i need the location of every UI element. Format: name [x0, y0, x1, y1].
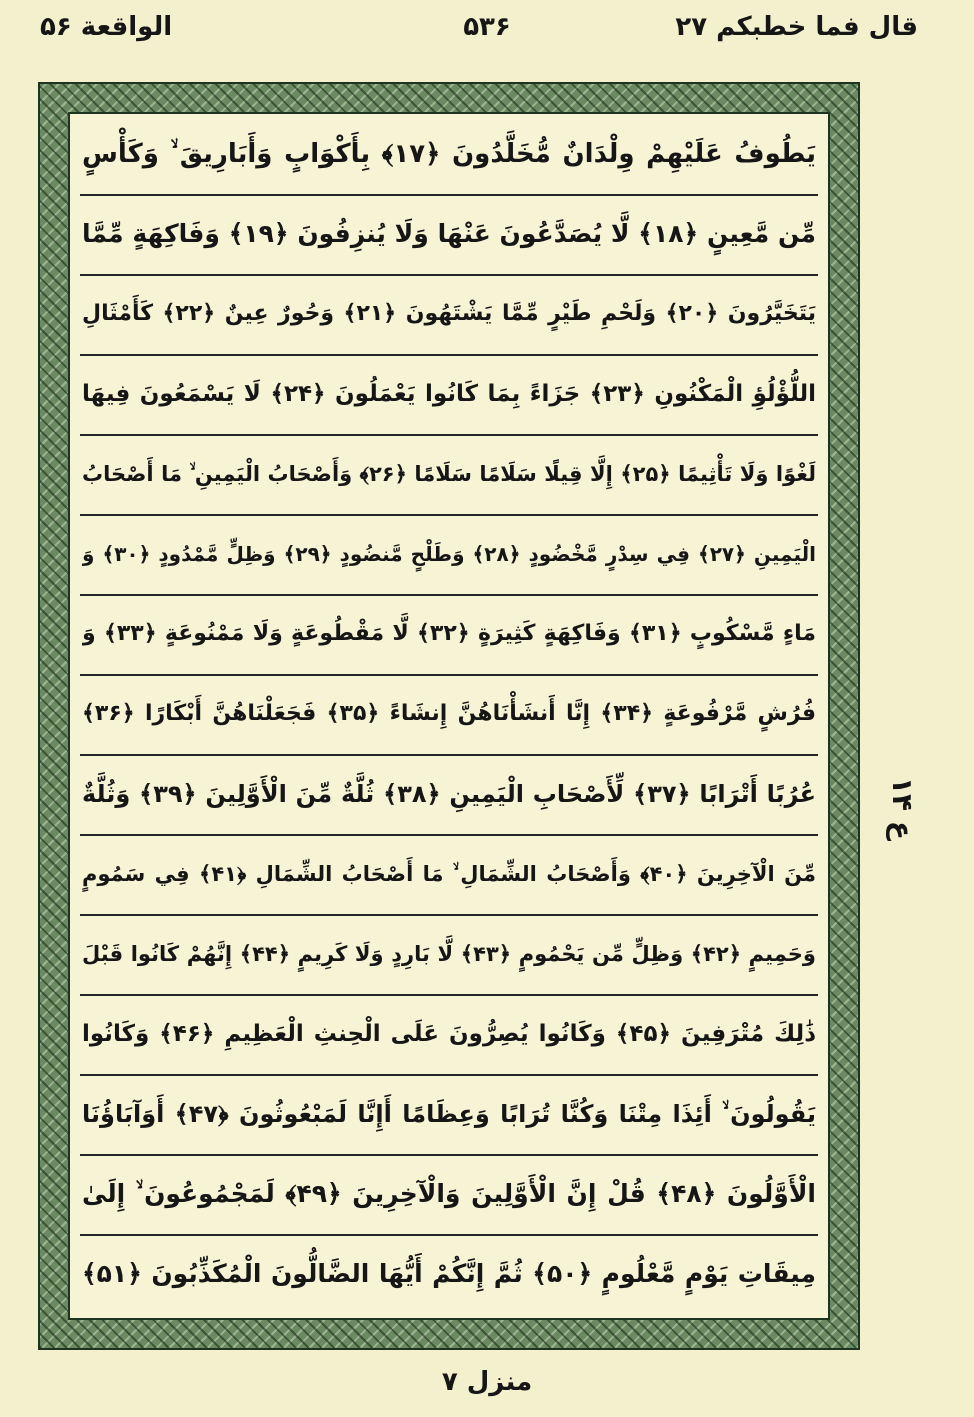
verse-line-7: مَاءٍ مَّسْكُوبٍ ﴿۳۱﴾ وَفَاكِهَةٍ كَثِيرَةٍ ﴿۳۲﴾ لَّا مَقْطُوعَةٍ وَلَا مَمْنُوعَةٍ ﴿۳۳﴾ وَ — [82, 621, 816, 646]
verse-line-6: الْيَمِينِ ﴿۲۷﴾ فِي سِدْرٍ مَّخْضُودٍ ﴿۲۸﴾ وَطَلْحٍ مَّنضُودٍ ﴿۲۹﴾ وَظِلٍّ مَّمْدُودٍ ﴿۳۰﴾ وَ — [82, 542, 816, 566]
verse-line-13: يَقُولُونَ ۙ أَئِذَا مِتْنَا وَكُنَّا تُرَابًا وَعِظَامًا أَإِنَّا لَمَبْعُوثُونَ ﴿۴۷﴾ أَوَآبَاؤُنَا — [82, 1100, 816, 1128]
verse-line-5: لَغْوًا وَلَا تَأْثِيمًا ﴿۲۵﴾ إِلَّا قِيلًا سَلَامًا سَلَامًا ﴿۲۶﴾ وَأَصْحَابُ الْيَمِينِ ۙ مَا أَصْحَابُ — [82, 462, 816, 486]
ruku-marker: ع ۱۴ — [886, 776, 919, 840]
verse-line-4: اللُّؤْلُؤِ الْمَكْنُونِ ﴿۲۳﴾ جَزَاءً بِمَا كَانُوا يَعْمَلُونَ ﴿۲۴﴾ لَا يَسْمَعُونَ فِيهَا — [82, 381, 816, 407]
verse-line-1: يَطُوفُ عَلَيْهِمْ وِلْدَانٌ مُّخَلَّدُونَ ﴿۱۷﴾ بِأَكْوَابٍ وَأَبَارِيقَ ۙ وَكَأْسٍ — [82, 139, 816, 169]
verse-line-15: مِيقَاتِ يَوْمٍ مَّعْلُومٍ ﴿۵۰﴾ ثُمَّ إِنَّكُمْ أَيُّهَا الضَّالُّونَ الْمُكَذِّبُونَ ﴿۵۱﴾ — [82, 1259, 816, 1288]
verse-line-3: يَتَخَيَّرُونَ ﴿۲۰﴾ وَلَحْمِ طَيْرٍ مِّمَّا يَشْتَهُونَ ﴿۲۱﴾ وَحُورٌ عِينٌ ﴿۲۲﴾ كَأَمْثَالِ — [82, 301, 816, 326]
verse-line-11: وَحَمِيمٍ ﴿۴۲﴾ وَظِلٍّ مِّن يَحْمُومٍ ﴿۴۳﴾ لَّا بَارِدٍ وَلَا كَرِيمٍ ﴿۴۴﴾ إِنَّهُمْ كَانُوا قَبْلَ — [82, 942, 816, 966]
verse-line-12: ذَٰلِكَ مُتْرَفِينَ ﴿۴۵﴾ وَكَانُوا يُصِرُّونَ عَلَى الْحِنثِ الْعَظِيمِ ﴿۴۶﴾ وَكَانُوا — [82, 1021, 816, 1047]
para-name: قال فما خطبکم ۲۷ — [675, 12, 918, 42]
verse-line-14: الْأَوَّلُونَ ﴿۴۸﴾ قُلْ إِنَّ الْأَوَّلِينَ وَالْآخِرِينَ ﴿۴۹﴾ لَمَجْمُوعُونَ ۙ إِلَىٰ — [82, 1179, 816, 1208]
verse-line-2: مِّن مَّعِينٍ ﴿۱۸﴾ لَّا يُصَدَّعُونَ عَنْهَا وَلَا يُنزِفُونَ ﴿۱۹﴾ وَفَاكِهَةٍ مِّمَّا — [82, 219, 816, 248]
text-panel — [68, 112, 830, 1320]
verse-line-8: فُرُشٍ مَّرْفُوعَةٍ ﴿۳۴﴾ إِنَّا أَنشَأْنَاهُنَّ إِنشَاءً ﴿۳۵﴾ فَجَعَلْنَاهُنَّ أَبْكَارًا ﴿۳۶﴾ — [82, 701, 816, 726]
page-number: ۵۳۶ — [463, 12, 511, 42]
ornamental-border — [38, 82, 860, 1350]
verse-line-9: عُرُبًا أَتْرَابًا ﴿۳۷﴾ لِّأَصْحَابِ الْيَمِينِ ﴿۳۸﴾ ثُلَّةٌ مِّنَ الْأَوَّلِينَ ﴿۳۹﴾ وَثُلَّةٌ — [82, 780, 816, 808]
manzil-label: منزل ۷ — [441, 1367, 533, 1397]
surah-name: الواقعة ۵۶ — [40, 12, 173, 42]
verse-line-10: مِّنَ الْآخِرِينَ ﴿۴۰﴾ وَأَصْحَابُ الشِّمَالِ ۙ مَا أَصْحَابُ الشِّمَالِ ﴿۴۱﴾ فِي سَمُومٍ — [82, 862, 816, 886]
